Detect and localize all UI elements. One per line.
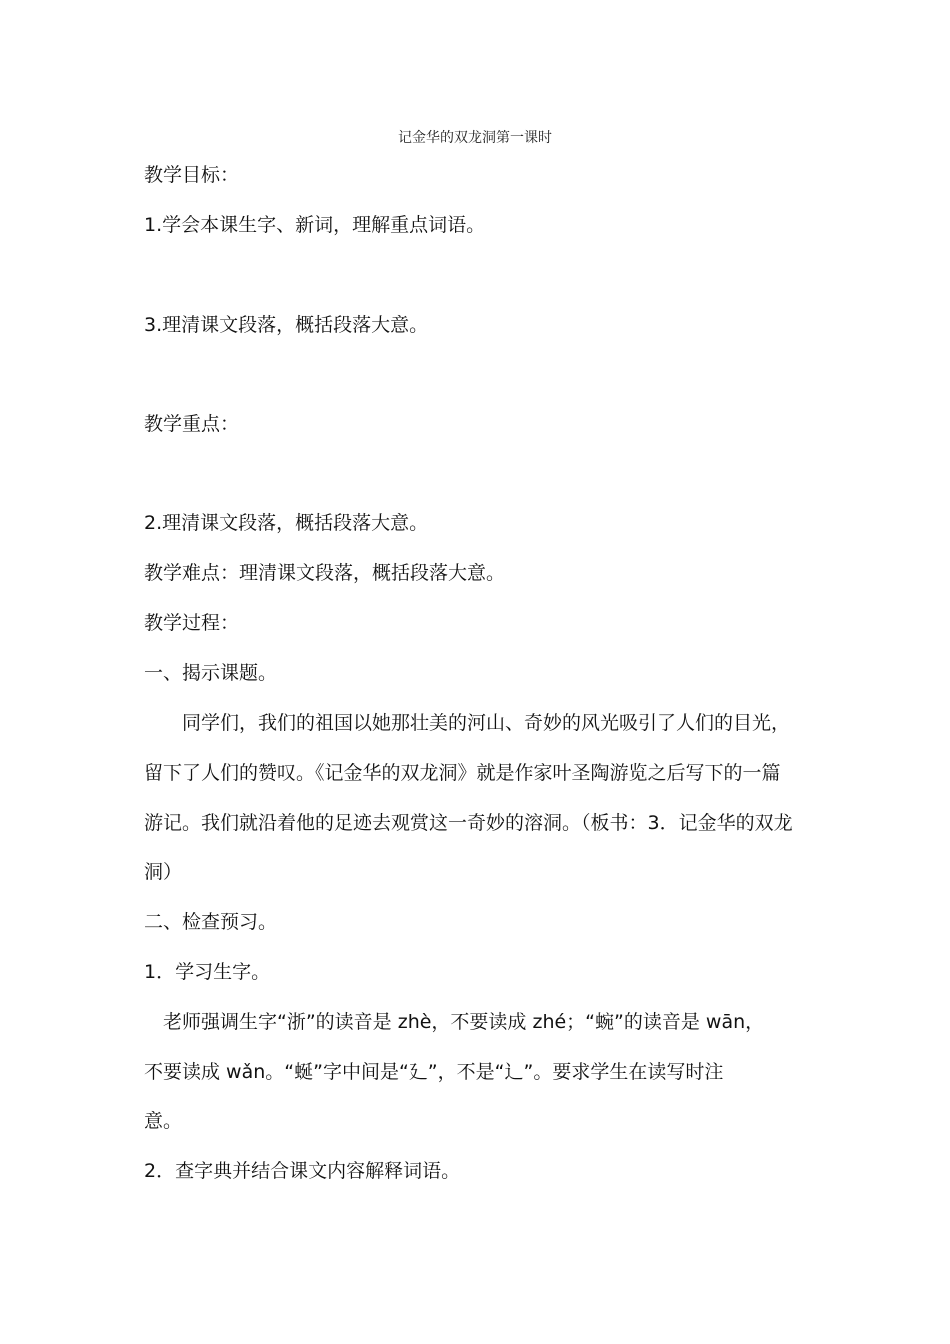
paragraph-pronunciation-line-1: 老师强调生字“浙”的读音是 zhè，不要读成 zhé；“蜿”的读音是 wān，	[163, 1011, 765, 1033]
step-heading-1: 一、揭示课题。	[144, 662, 278, 684]
sub-step-2: 2．查字典并结合课文内容解释词语。	[144, 1160, 461, 1182]
difficulty-line: 教学难点：理清课文段落，概括段落大意。	[144, 562, 506, 584]
paragraph-pronunciation-line-3: 意。	[144, 1110, 183, 1132]
paragraph-pronunciation-line-2: 不要读成 wǎn。“蜒”字中间是“廴”，不是“辶”。要求学生在读写时注	[144, 1061, 724, 1083]
document-title: 记金华的双龙洞第一课时	[398, 130, 552, 146]
section-heading-process: 教学过程：	[144, 612, 240, 634]
section-heading-objectives: 教学目标：	[144, 164, 240, 186]
objective-item-3: 3.理清课文段落，概括段落大意。	[144, 314, 429, 336]
paragraph-intro-line-2: 留下了人们的赞叹。《记金华的双龙洞》就是作家叶圣陶游览之后写下的一篇	[144, 762, 781, 784]
step-heading-2: 二、检查预习。	[144, 911, 278, 933]
sub-step-1: 1．学习生字。	[144, 961, 271, 983]
objective-item-1: 1.学会本课生字、新词，理解重点词语。	[144, 214, 486, 236]
section-heading-key-points: 教学重点：	[144, 413, 240, 435]
paragraph-intro-line-4: 洞）	[144, 861, 183, 883]
paragraph-intro-line-3: 游记。我们就沿着他的足迹去观赏这一奇妙的溶洞。（板书：3．记金华的双龙	[144, 812, 793, 834]
key-point-item-2: 2.理清课文段落，概括段落大意。	[144, 512, 429, 534]
paragraph-intro-line-1: 同学们，我们的祖国以她那壮美的河山、奇妙的风光吸引了人们的目光，	[182, 712, 791, 734]
